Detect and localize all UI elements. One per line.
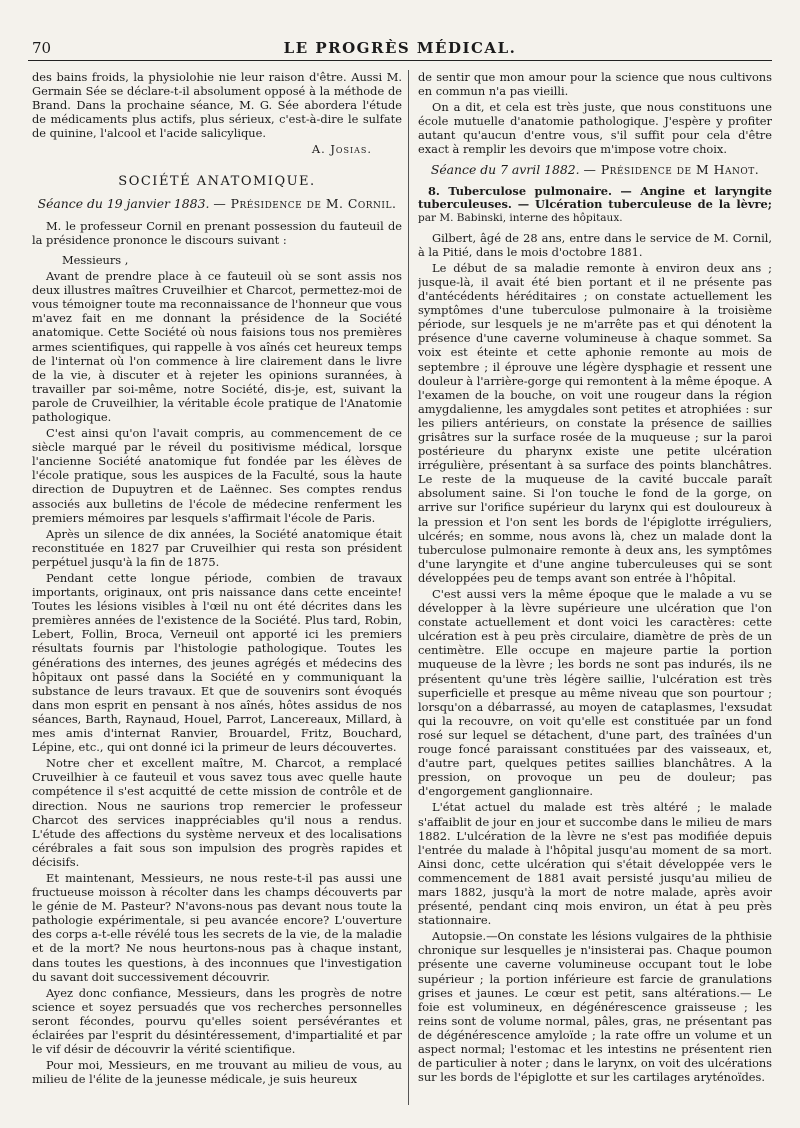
speech-paragraph: C'est ainsi qu'on l'avait compris, au commencement de ce siècle marqué par le réveil du positivisme médical, lorsque l'ancienne Société anatomique fut fondée par les élèves de l'école pratique, sous les auspices de la Faculté, sous la haute direction de Dupuytren et de Laënnec. Ses comptes rendus associés aux bulletins de l'école de médecine renferment les premiers mémoires par lesquels s'affirmait l'école de Paris. [32,426,402,525]
author-signature: A. Josias. [311,142,372,157]
seance-heading [32,197,402,211]
case-paragraph: Le début de sa maladie remonte à environ deux ans ; jusque-là, il avait été bien portant et il ne présente pas d'antécédents héréditaires ; on constate actuellement les symptômes d'une tuberculose pulmonaire à la troisième période, sur lesquels je ne m'arrête pas et qui dénotent la présence d'une caverne volumineuse à chaque sommet. Sa voix est éteinte et cette aphonie remonte au mois de septembre ; il éprouve une légère dysphagie et ressent une douleur à l'arrière-gorge qui remontent à la même époque. A l'examen de la bouche, on voit une rougeur dans la région amygdalienne, les amygdales sont petites et atrophiées : sur les piliers antérieurs, on constate la présence de saillies grisâtres sur la surface rosée de la muqueuse ; sur la paroi postérieure du pharynx existe une petite ulcération irrégulière, présentant à sa surface des points blanchâtres. Le reste de la muqueuse de la cavité buccale paraît absolument saine. Si l'on touche le fond de la gorge, on arrive sur l'orifice supérieur du larynx qui est douloureux à la pression et l'on sent les bords de l'épiglotte irréguliers, ulcérés; en somme, nous avons là, chez un malade dont la tuberculose pulmonaire remonte à deux ans, les symptômes d'une laryngite et d'une angine tuberculeuses qui se sont développées peu de temps avant son entrée à l'hôpital. [418,260,772,585]
seance-presidence: — Présidence de M Hanot. [583,161,760,177]
case-title-text: 8. Tuberculose pulmonaire. — Angine et laryngite tuberculeuses. — Ulcération tuberculeuse de la lèvre; [418,183,772,211]
right-column [418,70,772,1110]
case-title [418,185,772,225]
case-paragraph: Gilbert, âgé de 28 ans, entre dans le service de M. Cornil, à la Pitié, dans le mois d'octobre 1881. [418,230,772,259]
case-paragraph: C'est aussi vers la même époque que le malade a vu se développer à la lèvre supérieure une ulcération que l'on constate actuellement et dont voici les caractères: cette ulcération est à peu près circulaire, diamètre de près de un centimètre. Elle occupe en majeure partie la portion muqueuse de la lèvre ; les bords ne sont pas indurés, ils ne présentent qu'une très légère saillie, l'ulcération est très superficielle et presque au même niveau que son pourtour ; lorsqu'on a débarrassé, au moyen de cataplasmes, l'exsudat qui la recouvre, on voit qu'elle est constituée par un fond rosé sur lequel se détachent, d'une part, des traînées d'un rouge foncé paraissant constituées par des vaisseaux, et, d'autre part, quelques petites saillies blanchâtres. A la pression, on provoque un peu de douleur; pas d'engorgement ganglionnaire. [418,587,772,799]
speech-paragraph: Notre cher et excellent maître, M. Charcot, a remplacé Cruveilhier à ce fauteuil et vous savez tous avec quelle haute compétence il s'est acquitté de cette mission de contrôle et de direction. Nous ne saurions trop remercier le professeur Charcot des services inappréciables qu'il nous a rendus. L'étude des affections du système nerveux et des localisations cérébrales a fait sous son impulsion des progrès rapides et décisifs. [32,756,402,869]
case-paragraph: L'état actuel du malade est très altéré ; le malade s'affaiblit de jour en jour et succombe dans le milieu de mars 1882. L'ulcération de la lèvre ne s'est pas modifiée depuis l'entrée du malade à l'hôpital jusqu'au moment de sa mort. Ainsi donc, cette ulcération qui s'était développée vers le commencement de 1881 avait persisté jusqu'au milieu de mars 1882, jusqu'à la mort de notre malade, après avoir présenté, pendant cinq mois environ, un état à peu près stationnaire. [418,800,772,928]
intro-paragraph: des bains froids, la physiolohie nie leur raison d'être. Aussi M. Germain Sée se déclare-t-il absolument opposé à la méthode de Brand. Dans la prochaine séance, M. G. Sée abordera l'étude de médicaments plus actifs, plus sérieux, c'est-à-dire le sulfate de quinine, l'alcool et l'acide salicylique. [32,70,402,141]
speech-paragraph: Et maintenant, Messieurs, ne nous reste-t-il pas aussi une fructueuse moisson à récolter dans les champs découverts par le génie de M. Pasteur? N'avons-nous pas devant nous toute la pathologie expérimentale, si peu avancée encore? L'ouverture des corps a-t-elle révélé tous les secrets de la vie, de la maladie et de la mort? Ne nous heurtons-nous pas à chaque instant, dans toutes les questions, à des inconnues que l'investigation du savant doit successivement découvrir. [32,870,402,984]
page-header [28,38,772,61]
column-divider [408,70,409,1105]
speech-continuation: de sentir que mon amour pour la science que nous cultivons en commun n'a pas vieilli. [418,70,772,99]
left-column [32,70,402,1110]
speech-paragraph: Après un silence de dix années, la Société anatomique était reconstituée en 1827 par Cruveilhier qui resta son président perpétuel jusqu'à la fin de 1875. [32,526,402,569]
seance-date: Séance du 7 avril 1882. [430,161,580,177]
seance-heading [418,163,772,177]
speech-paragraph: Pour moi, Messieurs, en me trouvant au milieu de vous, au milieu de l'élite de la jeunesse médicale, je suis heureux [32,1058,402,1087]
section-title: SOCIÉTÉ ANATOMIQUE. [118,173,316,189]
salutation: Messieurs , [62,252,129,267]
speech-paragraph: Avant de prendre place à ce fauteuil où se sont assis nos deux illustres maîtres Cruveilhier et Charcot, permettez-moi de vous témoigner toute ma reconnaissance de l'honneur que vous m'avez fait en me donnant la présidence de la Société anatomique. Cette Société où nous faisions tous nos premières armes scientifiques, qui rappelle à vos aînés cet heureux temps de l'internat où l'on commence à lire clairement dans le livre de la vie, à discuter et à rejeter les opinions surannées, à travailler par soi-même, notre Société, dis-je, est, suivant la parole de Cruveilhier, la véritable école pratique de l'Anatomie pathologique. [32,269,402,424]
case-author: par M. Babinski, interne des hôpitaux. [418,211,623,224]
seance-presidence: — Présidence de M. Cornil. [213,195,397,211]
speech-paragraph: Pendant cette longue période, combien de travaux importants, originaux, ont pris naissance dans cette enceinte! Toutes les lésions visibles à l'œil nu ont été décrites dans les premières années de l'existence de la Société. Plus tard, Robin, Lebert, Follin, Broca, Verneuil ont apporté ici les premiers résultats fournis par l'histologie pathologique. Toutes les générations des internes, des jeunes agrégés et médecins des hôpitaux ont passé dans la Société en y communiquant la substance de leurs travaux. Et que de souvenirs sont évoqués dans mon esprit en pensant à nos aînés, hôtes assidus de nos séances, Barth, Raynaud, Houel, Parrot, Lancereaux, Millard, à mes amis d'internat Ranvier, Brouardel, Fritz, Bouchard, Lépine, etc., qui ont donné ici la primeur de leurs découvertes. [32,571,402,755]
seance-date: Séance du 19 janvier 1883. [37,195,210,211]
speech-paragraph: On a dit, et cela est très juste, que nous constituons une école mutuelle d'anatomie pathologique. J'espère y profiter autant qu'aucun d'entre vous, s'il suffit pour cela d'être exact à remplir les devoirs que m'impose votre choix. [418,100,772,157]
journal-title: LE PROGRÈS MÉDICAL. [283,39,517,57]
page-number: 70 [32,39,52,57]
autopsy-paragraph: Autopsie.—On constate les lésions vulgaires de la phthisie chronique sur lesquelles je n'insisterai pas. Chaque poumon présente une caverne volumineuse occupant tout le lobe supérieur ; la portion inférieure est farcie de granulations grises et jaunes. Le cœur est petit, sans altérations.— Le foie est volumineux, en dégénérescence graisseuse ; les reins sont de volume normal, pâles, gras, ne présentant pas de dégénérescence amyloïde ; la rate offre un volume et un aspect normal; l'estomac et les intestins ne présentent rien de particulier à noter ; dans le larynx, on voit des ulcérations sur les bords de l'épiglotte et sur les cartilages aryténoïdes. [418,929,772,1085]
opening-paragraph: M. le professeur Cornil en prenant possession du fauteuil de la présidence prononce le discours suivant : [32,218,402,247]
speech-paragraph: Ayez donc confiance, Messieurs, dans les progrès de notre science et soyez persuadés que vos recherches personnelles seront fécondes, pourvu qu'elles soient persévérantes et éclairées par l'esprit du désintéressement, d'impartialité et par le vif désir de découvrir la vérité scientifique. [32,985,402,1057]
